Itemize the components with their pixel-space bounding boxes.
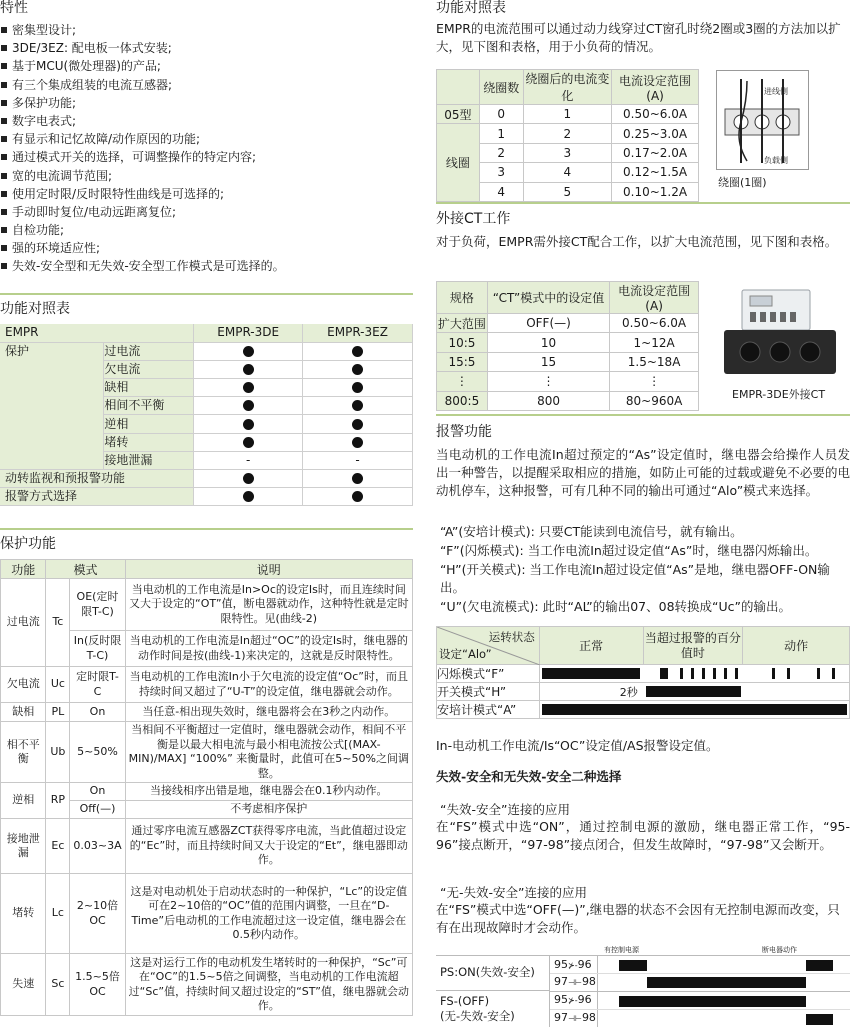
alarm-mode-a: “A”(安培计模式): 只要CT能读到电流信号，就有输出。: [440, 524, 743, 539]
func-code: Uc: [46, 667, 70, 703]
power-label: 有控制电源: [604, 946, 639, 954]
row-label: 接地泄漏: [104, 451, 194, 469]
cell: 1: [479, 124, 523, 143]
contact-97-98: 97⊣⊢98: [554, 1011, 596, 1024]
mode-value: On: [70, 703, 125, 722]
trip-label: 断电器动作: [762, 946, 797, 954]
cell: 0.50~6.0A: [610, 314, 699, 333]
feature-item: 手动即时复位/电动远距离复位;: [0, 203, 413, 221]
features-title: 特性: [0, 0, 28, 16]
winding-caption: 绕圈(1圈): [718, 176, 767, 189]
col-header-mode: 模式: [46, 560, 125, 579]
feature-item: 数字电表式;: [0, 112, 413, 130]
ct-winding-illustration: [717, 71, 808, 169]
dot-mark: [194, 397, 303, 415]
mode-value: 5~50%: [70, 722, 125, 783]
func-code: Ec: [46, 819, 70, 874]
table-row: [437, 665, 850, 683]
fs-desc-1: 在“FS”模式中选“ON”，通过控制电源的激励，继电器正常工作，“95-96”接点断开，“97-98”接点闭合，但发生故障时，“97-98”又会断开。: [436, 819, 850, 853]
contact-97-98: 97⊣⊢98: [554, 975, 596, 988]
desc-text: 当任意-相出现失效时，继电器将会在3秒之内动作。: [125, 703, 412, 722]
col-header: 绕圈数: [479, 70, 523, 105]
alarm-mode-h: “H”(开关模式): 当工作电流In超过设定值“As”是地，继电器OFF-ON输出。: [440, 562, 830, 596]
mode-value: 0.03~3A: [70, 819, 125, 874]
col-header-normal: 正常: [539, 627, 643, 665]
cell: 3: [479, 163, 523, 182]
cell: 1.5~18A: [610, 352, 699, 371]
cell: 5: [523, 182, 612, 201]
col-header-over: 当超过报警的百分值时: [643, 627, 743, 665]
func-name: 逆相: [1, 783, 46, 819]
desc-text: 当电动机的工作电流是In超过“OC”的设定Is时，继电器的动作时间是按(曲线-1)来决定的，这就是反时限特性。: [125, 631, 412, 667]
turns-table: [436, 69, 699, 202]
table-row: [437, 683, 850, 701]
dot-mark: [303, 415, 413, 433]
winding-figure: [716, 70, 809, 170]
func-code: Lc: [46, 874, 70, 954]
row-label-fs-on: PS:ON(失效-安全): [436, 956, 550, 991]
cell: 0.10~1.2A: [612, 182, 699, 201]
dot-mark: [303, 397, 413, 415]
func-name: 相不平衡: [1, 722, 46, 783]
ext-title: 外接CT工作: [436, 211, 511, 227]
contact-95-96: 95⊁-96: [554, 993, 592, 1006]
func-code: Sc: [46, 954, 70, 1016]
right-column: [436, 0, 850, 1027]
table-row: [437, 314, 699, 333]
col-header-func: 功能: [1, 560, 46, 579]
protection-table: [0, 559, 413, 1016]
table-row: [437, 352, 699, 371]
timing-cell: [539, 701, 849, 719]
dot-mark: [303, 488, 413, 506]
cell: 3: [523, 143, 612, 162]
fs-sub-title-1: “失效-安全”连接的应用: [440, 802, 570, 817]
func-code: PL: [46, 703, 70, 722]
table-row: [0, 470, 413, 488]
col-header-3de: EMPR-3DE: [194, 324, 303, 342]
prot-title: 保护功能: [0, 536, 56, 552]
feature-item: 密集型设计;: [0, 21, 413, 39]
timing-cell: [539, 683, 849, 701]
func-code: RP: [46, 783, 70, 819]
alarm-mode-u: “U”(欠电流模式): 此时“AL”的输出07、08转换成“Uc”的输出。: [440, 599, 792, 614]
row-label: 闪烁模式“F”: [437, 665, 540, 683]
table-row: [437, 701, 850, 719]
mode-value: In(反时限T-C): [70, 631, 125, 667]
dot-mark: [194, 415, 303, 433]
table-header-row: [1, 560, 413, 579]
dot-mark: [194, 488, 303, 506]
fig-label-out: 负载侧: [764, 156, 788, 165]
col-header-desc: 说明: [125, 560, 412, 579]
table-row: [1, 874, 413, 954]
col-header: 规格: [437, 282, 488, 314]
table-header-row: [437, 627, 850, 665]
dot-mark: [303, 342, 413, 360]
fs-sub-title-2: “无-失效-安全”连接的应用: [440, 885, 587, 900]
fs-title: 失效-安全和无失效-安全二种选择: [436, 769, 622, 784]
table-row: [437, 105, 699, 124]
divider: [0, 528, 413, 530]
dot-mark: [303, 433, 413, 451]
cell: 15:5: [437, 352, 488, 371]
row-label: 逆相: [104, 415, 194, 433]
table-header-row: [437, 282, 699, 314]
corner-cell: [437, 627, 540, 665]
table-row: [1, 722, 413, 783]
cell: 1~12A: [610, 333, 699, 352]
col-header: “CT”模式中的设定值: [487, 282, 609, 314]
func-table-title: 功能对照表: [0, 301, 70, 317]
col-header-action: 动作: [743, 627, 850, 665]
feature-item: 有三个集成组装的电流互感器;: [0, 76, 413, 94]
turns-title: 功能对照表: [436, 0, 506, 16]
corner-cell: [437, 70, 480, 105]
cell: 800: [487, 391, 609, 410]
dot-mark: [194, 433, 303, 451]
cell: 0.50~6.0A: [612, 105, 699, 124]
cell: 2: [479, 143, 523, 162]
row-label-fs-off: [436, 991, 550, 1027]
alarm-title: 报警功能: [436, 424, 492, 440]
table-row: [437, 124, 699, 143]
func-name: 欠电流: [1, 667, 46, 703]
cell: 10:5: [437, 333, 488, 352]
cell: 0.17~2.0A: [612, 143, 699, 162]
feature-item: 3DE/3EZ: 配电板一体式安装;: [0, 39, 413, 57]
table-row: [437, 391, 699, 410]
alarm-note: In-电动机工作电流/Is“OC”设定值/AS报警设定值。: [436, 738, 719, 753]
mode-value: Off(—): [70, 801, 125, 819]
corner-bottom-label: 设定“Alo”: [439, 647, 492, 661]
row-label: 开关模式“H”: [437, 683, 540, 701]
cell: OFF(—): [487, 314, 609, 333]
desc-text: 当电动机的工作电流In小于欠电流的设定值“Oc”时，而且持续时间又超过了“U-T”的设定值，继电器就会动作。: [125, 667, 412, 703]
dot-mark: [303, 470, 413, 488]
feature-item: 强的环境适应性;: [0, 239, 413, 257]
table-row: [0, 342, 413, 360]
desc-text: 这是对电动机处于启动状态时的一种保护，“Lc”的设定值可在2~10倍的“OC”值的范围内调整，一旦在“D-Time”后电动机的工作电流超过这一设定值，继电器会在0.5秒内动作。: [125, 874, 412, 954]
func-name: 缺相: [1, 703, 46, 722]
cell: 10: [487, 333, 609, 352]
row-label: 堵转: [104, 433, 194, 451]
timing-cell: [539, 665, 849, 683]
fs-desc-2: 在“FS”模式中选“OFF(—)”,继电器的状态不会因有无控制电源而改变，只有在出现故障时才会动作。: [436, 902, 840, 936]
cell: 800:5: [437, 391, 488, 410]
dot-mark: [303, 360, 413, 378]
table-row: [1, 819, 413, 874]
table-header-row: [437, 70, 699, 105]
cell: ⋮: [487, 372, 609, 391]
col-header: 电流设定范围(A): [612, 70, 699, 105]
row-label-fs-off-1: FS-(OFF): [440, 994, 490, 1008]
cell: 扩大范围: [437, 314, 488, 333]
desc-text: 通过零序电流互感器ZCT获得零序电流，当此值超过设定的“Ec”时，而且持续时间又大于设定的“Et”，继电器即动作。: [125, 819, 412, 874]
cell: 1: [523, 105, 612, 124]
desc-text: 这是对运行工作的电动机发生堵转时的一种保护，“Sc”可在“OC”的1.5~5倍之间调整，当电动机的工作电流超过“Sc”值，持续时间又超过设定的“ST”值，继电器就会动作。: [125, 954, 412, 1016]
fs-timing-diagram: [436, 955, 850, 1027]
desc-text: 当相间不平衡超过一定值时，继电器就会动作，相间不平衡是以最大相电流与最小相电流按公式[(MAX-MIN)/MAX] “100%” 来衡量时，此值可在5~50%之间调整。: [125, 722, 412, 783]
row-label: 缺相: [104, 379, 194, 397]
delay-label: 2秒: [619, 686, 638, 699]
dot-mark: [303, 379, 413, 397]
divider: [436, 414, 850, 416]
desc-text: 当接线相序出错是地，继电器会在0.1秒内动作。: [125, 783, 412, 801]
ext-ct-caption: EMPR-3DE外接CT: [732, 388, 826, 401]
ext-desc: 对于负荷，EMPR需外接CT配合工作，以扩大电流范围，见下图和表格。: [436, 234, 838, 249]
feature-item: 有显示和记忆故障/动作原因的功能;: [0, 130, 413, 148]
feature-item: 通过模式开关的选择，可调整操作的特定内容;: [0, 148, 413, 166]
cell: ⋮: [610, 372, 699, 391]
corner-top-label: 运转状态: [488, 630, 535, 644]
feature-item: 失效-安全型和无失效-安全型工作模式是可选择的。: [0, 257, 413, 275]
alarm-desc: 当电动机的工作电流In超过预定的“As”设定值时，继电器会给操作人员发出一种警告，以提醒采取相应的措施，如防止可能的过载或避免不必要的电动机停车，这种报警，可有几种不同的输出可通过“Alo”模式来选择。: [436, 447, 850, 499]
ext-ct-table: [436, 281, 699, 411]
mode-value: 定时限T-C: [70, 667, 125, 703]
mode-value: On: [70, 783, 125, 801]
row-label: 报警方式选择: [0, 488, 194, 506]
cell: ⋮: [437, 372, 488, 391]
feature-item: 多保护功能;: [0, 94, 413, 112]
table-row: [1, 579, 413, 631]
group-label: 05型: [437, 105, 480, 124]
cell: 15: [487, 352, 609, 371]
col-header-3ez: EMPR-3EZ: [303, 324, 413, 342]
func-name: 接地泄漏: [1, 819, 46, 874]
cell: 0.25~3.0A: [612, 124, 699, 143]
cell: 0: [479, 105, 523, 124]
cell: 2: [523, 124, 612, 143]
func-name: 失速: [1, 954, 46, 1016]
mode-value: OE(定时限T-C): [70, 579, 125, 631]
divider: [436, 202, 850, 204]
feature-item: 自检功能;: [0, 221, 413, 239]
table-row: [437, 372, 699, 391]
table-row: [1, 954, 413, 1016]
table-row: [0, 488, 413, 506]
features-list: [0, 21, 413, 276]
dash-mark: -: [194, 451, 303, 469]
dot-mark: [194, 470, 303, 488]
table-row: [437, 333, 699, 352]
dash-mark: -: [303, 451, 413, 469]
divider: [0, 293, 413, 295]
table-row: [1, 703, 413, 722]
table-row: [1, 783, 413, 801]
dot-mark: [194, 379, 303, 397]
col-header: 电流设定范围(A): [610, 282, 699, 314]
row-label: 欠电流: [104, 360, 194, 378]
desc-text: 不考虑相序保护: [125, 801, 412, 819]
col-header-empr: EMPR: [0, 324, 194, 342]
func-code: Tc: [46, 579, 70, 667]
row-label: 过电流: [104, 342, 194, 360]
cell: 80~960A: [610, 391, 699, 410]
group-label-protect: 保护: [0, 342, 104, 469]
func-code: Ub: [46, 722, 70, 783]
contact-95-96: 95⊁-96: [554, 958, 592, 971]
table-header-row: [0, 324, 413, 342]
row-label: 相间不平衡: [104, 397, 194, 415]
feature-item: 基于MCU(微处理器)的产品;: [0, 57, 413, 75]
col-header: 绕圈后的电流变化: [523, 70, 612, 105]
cell: 4: [523, 163, 612, 182]
row-label-fs-off-2: (无-失效-安全): [440, 1009, 515, 1023]
desc-text: 当电动机的工作电流是In>Oc的设定Is时，而且连续时间又大于设定的“OT”值，断电器就动作，这种特性就是定时限特性。见(曲线-2): [125, 579, 412, 631]
table-row: [1, 667, 413, 703]
row-label: 安培计模式“A”: [437, 701, 540, 719]
cell: 4: [479, 182, 523, 201]
cell: 0.12~1.5A: [612, 163, 699, 182]
dot-mark: [194, 342, 303, 360]
dot-mark: [194, 360, 303, 378]
func-name: 堵转: [1, 874, 46, 954]
mode-value: 1.5~5倍OC: [70, 954, 125, 1016]
feature-item: 宽的电流调节范围;: [0, 167, 413, 185]
alarm-mode-table: [436, 626, 850, 719]
row-label: 动转监视和预报警功能: [0, 470, 194, 488]
empr-3de-ct-product-image: [720, 284, 840, 384]
function-compare-table: [0, 324, 413, 506]
alarm-mode-f: “F”(闪烁模式): 当工作电流In超过设定值“As”时，继电器闪烁输出。: [440, 543, 818, 558]
fig-label-in: 进线侧: [764, 87, 788, 96]
turns-desc: EMPR的电流范围可以通过动力线穿过CT窗孔时绕2圈或3圈的方法加以扩大，见下图和表格，用于小负荷的情况。: [436, 21, 841, 55]
feature-item: 使用定时限/反时限特性曲线是可选择的;: [0, 185, 413, 203]
group-label: 线圈: [437, 124, 480, 202]
mode-value: 2~10倍OC: [70, 874, 125, 954]
func-name: 过电流: [1, 579, 46, 667]
